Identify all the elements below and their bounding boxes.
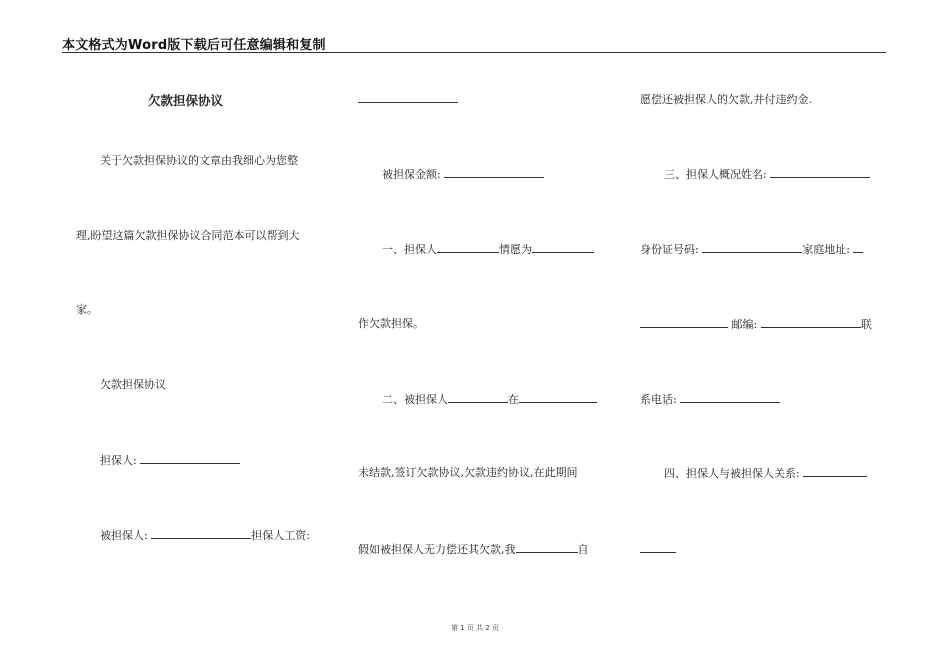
clause-1-c: 作欠款担保。	[358, 317, 424, 330]
amount-line	[382, 167, 544, 182]
debtor-line	[100, 528, 310, 543]
clause-2-e: 自	[577, 543, 589, 556]
doc-title: 欠款担保协议	[148, 93, 224, 108]
clause-2-a: 二、被担保人	[382, 393, 448, 406]
clause-2-d: 假如被担保人无力偿还其欠款,我	[358, 543, 516, 556]
subtitle: 欠款担保协议	[100, 378, 166, 391]
clause-2-c: 未结款,签订欠款协议,欠款违约协议,在此期间	[358, 466, 578, 479]
zip-label: 邮编:	[731, 318, 758, 331]
clause-1-a: 一、担保人	[382, 243, 437, 256]
id-address-line	[640, 242, 863, 257]
address-label: 家庭地址:	[802, 243, 850, 256]
id-label: 身份证号码:	[640, 243, 699, 256]
cont-line: 愿偿还被担保人的欠款,并付违约金.	[640, 93, 812, 106]
document-header	[62, 34, 886, 53]
name-blank	[770, 167, 870, 178]
clause-3-a: 三、担保人概况姓名:	[664, 168, 767, 181]
header-title: 本文格式为Word版下载后可任意编辑和复制	[62, 38, 326, 53]
intro-line-2: 理,盼望这篇欠款担保协议合同范本可以帮到大	[76, 229, 300, 242]
clause-1-blank-1	[437, 242, 499, 253]
zip-line	[640, 317, 872, 332]
relation-blank-cont	[640, 542, 676, 553]
clause-3-line	[664, 167, 870, 182]
phone-line	[640, 392, 780, 407]
clause-2-blank-2	[519, 392, 597, 403]
address-blank	[853, 242, 863, 253]
debtor-blank	[151, 528, 251, 539]
salary-label: 担保人工资:	[251, 529, 310, 542]
address-blank-cont	[640, 317, 728, 328]
clause-2-blank-1	[448, 392, 508, 403]
guarantor-line	[100, 453, 240, 468]
phone-blank	[680, 392, 780, 403]
clause-2-d-line	[358, 542, 589, 557]
clause-2-line	[382, 392, 597, 407]
clause-1-b: 情愿为	[499, 243, 532, 256]
clause-1-blank-2	[532, 242, 594, 253]
intro-line-1: 关于欠款担保协议的文章由我细心为您整	[100, 154, 298, 167]
clause-2-blank-3	[516, 542, 578, 553]
clause-2-b: 在	[508, 393, 519, 406]
clause-4-line	[664, 466, 867, 481]
page-footer: 第 1 页 共 2 页	[450, 624, 500, 632]
amount-blank	[444, 167, 544, 178]
guarantor-label: 担保人:	[100, 454, 137, 467]
zip-blank	[761, 317, 861, 328]
intro-line-3: 家。	[76, 303, 98, 316]
contact-b: 系电话:	[640, 393, 677, 406]
debtor-label: 被担保人:	[100, 529, 148, 542]
guarantor-blank	[140, 453, 240, 464]
clause-4-a: 四、担保人与被担保人关系:	[664, 467, 800, 480]
amount-label: 被担保金额:	[382, 168, 441, 181]
clause-1-line	[382, 242, 594, 257]
top-blank-line	[358, 92, 458, 107]
id-blank	[702, 242, 802, 253]
relation-blank	[803, 466, 867, 477]
relation-blank-line	[640, 542, 676, 557]
top-blank	[358, 92, 458, 103]
contact-a: 联	[860, 318, 872, 331]
